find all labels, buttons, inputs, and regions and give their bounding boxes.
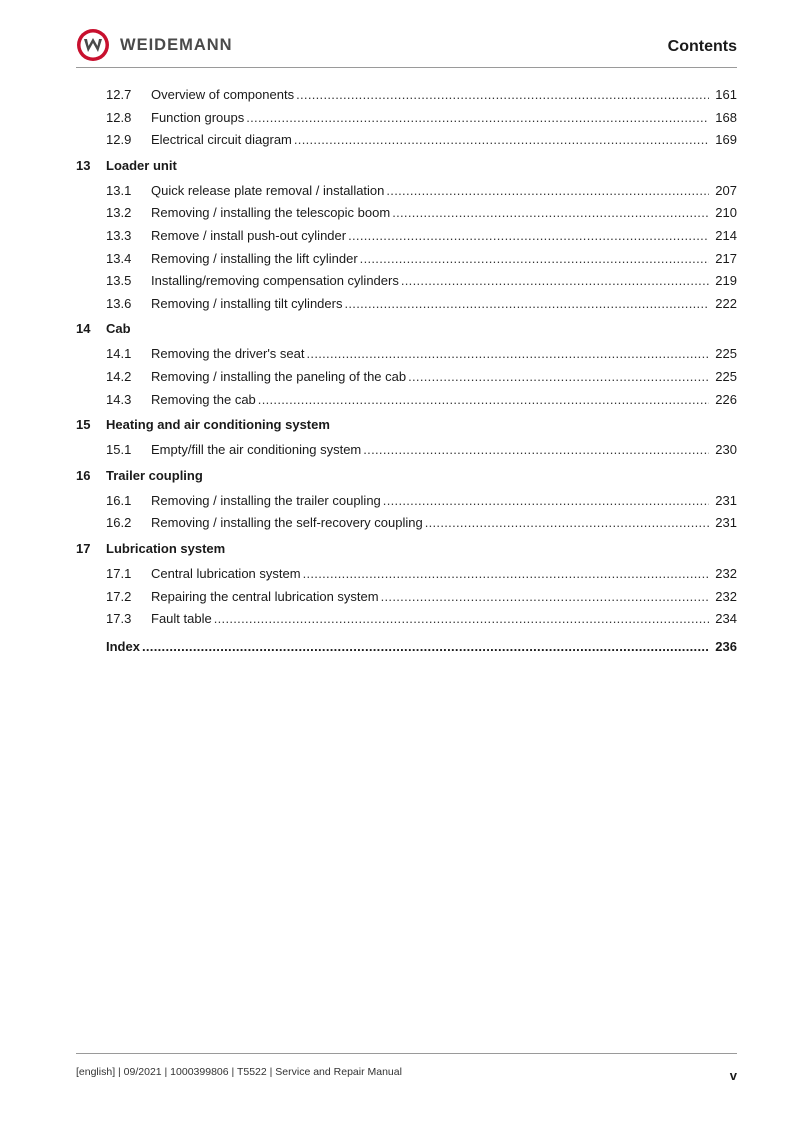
toc-entry-page: 219 [715,273,737,289]
dot-leader [401,270,709,293]
chapter-number: 15 [76,417,91,433]
dot-leader [294,129,709,152]
toc-entry-number: 12.7 [106,87,132,102]
toc-entry[interactable] [76,490,737,513]
toc-entry-title: Installing/removing compensation cylinders [151,273,399,289]
toc-entry[interactable] [76,107,737,130]
dot-leader [408,366,709,389]
dot-leader [363,439,709,462]
toc-entry-page: 214 [715,227,737,243]
toc-entry[interactable] [76,202,737,225]
dot-leader [307,343,710,366]
toc-entry-number: 13.1 [106,182,132,198]
toc-entry-number: 17.2 [106,588,132,604]
toc-entry-title: Removing / installing the lift cylinder [151,250,358,266]
toc-entry[interactable] [76,586,737,609]
chapter-title: Lubrication system [106,540,226,556]
toc-index-entry[interactable] [76,633,737,661]
toc-entry[interactable] [76,389,737,412]
dot-leader [425,512,710,535]
toc-entry-title: Fault table [151,611,212,627]
index-title: Index [106,638,140,654]
toc-entry[interactable] [76,343,737,366]
toc-entry-number: 14.3 [106,391,132,407]
page-title: Contents [667,38,737,55]
toc-entry-page: 231 [715,492,737,508]
toc-chapter-heading[interactable] [76,152,737,180]
toc-entry-title: Removing / installing the paneling of the cab [151,368,407,384]
weidemann-logo-icon [76,28,110,62]
chapter-number: 14 [76,321,91,337]
toc-entry[interactable] [76,366,737,389]
dot-leader [214,608,710,631]
toc-entry-page: 226 [715,391,737,407]
toc-entry-title: Function groups [151,109,245,125]
toc-entry-page: 232 [715,588,737,604]
dot-leader [296,84,709,107]
toc-entry-number: 16.1 [106,492,132,508]
chapter-number: 16 [76,467,91,483]
toc-entry-number: 15.1 [106,442,132,458]
chapter-number: 17 [76,540,91,556]
toc-chapter-heading[interactable] [76,315,737,343]
dot-leader [348,225,709,248]
toc-entry-number: 14.2 [106,368,132,384]
toc-entry-page: 230 [715,442,737,458]
chapter-title: Loader unit [106,157,177,173]
toc-entry-page: 225 [715,346,737,362]
toc-entry-number: 16.2 [106,515,132,531]
toc-entry[interactable] [76,248,737,271]
toc-entry-page: 234 [715,611,737,627]
dot-leader [383,490,710,513]
index-page: 236 [715,638,737,654]
dot-leader [386,180,709,203]
dot-leader [258,389,710,412]
toc-entry-number: 13.6 [106,295,132,311]
toc-entry-number: 12.9 [106,132,132,148]
toc-entry[interactable] [76,608,737,631]
toc-entry-title: Repairing the central lubrication system [151,588,379,604]
toc-entry[interactable] [76,84,737,107]
page-header [76,28,737,68]
dot-leader [360,248,710,271]
chapter-title: Trailer coupling [106,467,203,483]
toc-entry-number: 13.4 [106,250,132,266]
toc-entry[interactable] [76,293,737,316]
toc-entry-page: 222 [715,295,737,311]
toc-entry-page: 161 [715,87,737,102]
toc-entry[interactable] [76,129,737,152]
toc-entry[interactable] [76,439,737,462]
chapter-title: Heating and air conditioning system [106,417,330,433]
toc-chapter-heading[interactable] [76,535,737,563]
toc-entry-title: Remove / install push-out cylinder [151,227,347,243]
footer-info: [english] | 09/2021 | 1000399806 | T5522 | Service and Repair Manual [76,1066,402,1078]
toc-entry-page: 225 [715,368,737,384]
dot-leader [246,107,709,130]
toc-chapter-heading[interactable] [76,462,737,490]
dot-leader [381,586,710,609]
chapter-number: 13 [76,157,91,173]
toc-entry-page: 231 [715,515,737,531]
toc-chapter-heading[interactable] [76,411,737,439]
toc-entry-number: 13.5 [106,273,132,289]
toc-entry-title: Empty/fill the air conditioning system [151,442,362,458]
brand-logo [76,28,233,62]
toc-entry-page: 207 [715,182,737,198]
toc-entry-title: Removing the driver's seat [151,346,305,362]
toc-entry-title: Overview of components [151,87,295,102]
toc-entry-title: Quick release plate removal / installation [151,182,385,198]
dot-leader [344,293,709,316]
toc-entry[interactable] [76,225,737,248]
brand-name: WEIDEMANN [120,35,233,54]
toc-entry-page: 168 [715,109,737,125]
toc-entry-title: Removing / installing the self-recovery coupling [151,515,423,531]
chapter-title: Cab [106,321,131,337]
dot-leader [303,563,710,586]
toc-entry[interactable] [76,270,737,293]
toc-entry-page: 232 [715,565,737,581]
toc-entry[interactable] [76,180,737,203]
dot-leader [392,202,709,225]
toc-entry-page: 210 [715,205,737,221]
toc-entry-title: Electrical circuit diagram [151,132,292,148]
toc-entry-title: Removing / installing the telescopic boom [151,205,391,221]
toc-entry[interactable] [76,563,737,586]
toc-entry-title: Removing the cab [151,391,256,407]
toc-entry-number: 17.1 [106,565,132,581]
toc-entry[interactable] [76,512,737,535]
toc-entry-title: Removing / installing tilt cylinders [151,295,343,311]
page-number: v [729,1068,737,1083]
toc-entry-page: 217 [715,250,737,266]
toc-entry-number: 17.3 [106,611,132,627]
footer-divider [76,1053,737,1054]
toc-entry-title: Central lubrication system [151,565,301,581]
toc-entry-number: 12.8 [106,109,132,125]
table-of-contents [76,84,737,661]
toc-entry-number: 13.3 [106,227,132,243]
toc-entry-title: Removing / installing the trailer coupling [151,492,381,508]
toc-entry-page: 169 [715,132,737,148]
dot-leader [142,633,709,661]
toc-entry-number: 13.2 [106,205,132,221]
header-divider [76,67,737,68]
toc-entry-number: 14.1 [106,346,132,362]
